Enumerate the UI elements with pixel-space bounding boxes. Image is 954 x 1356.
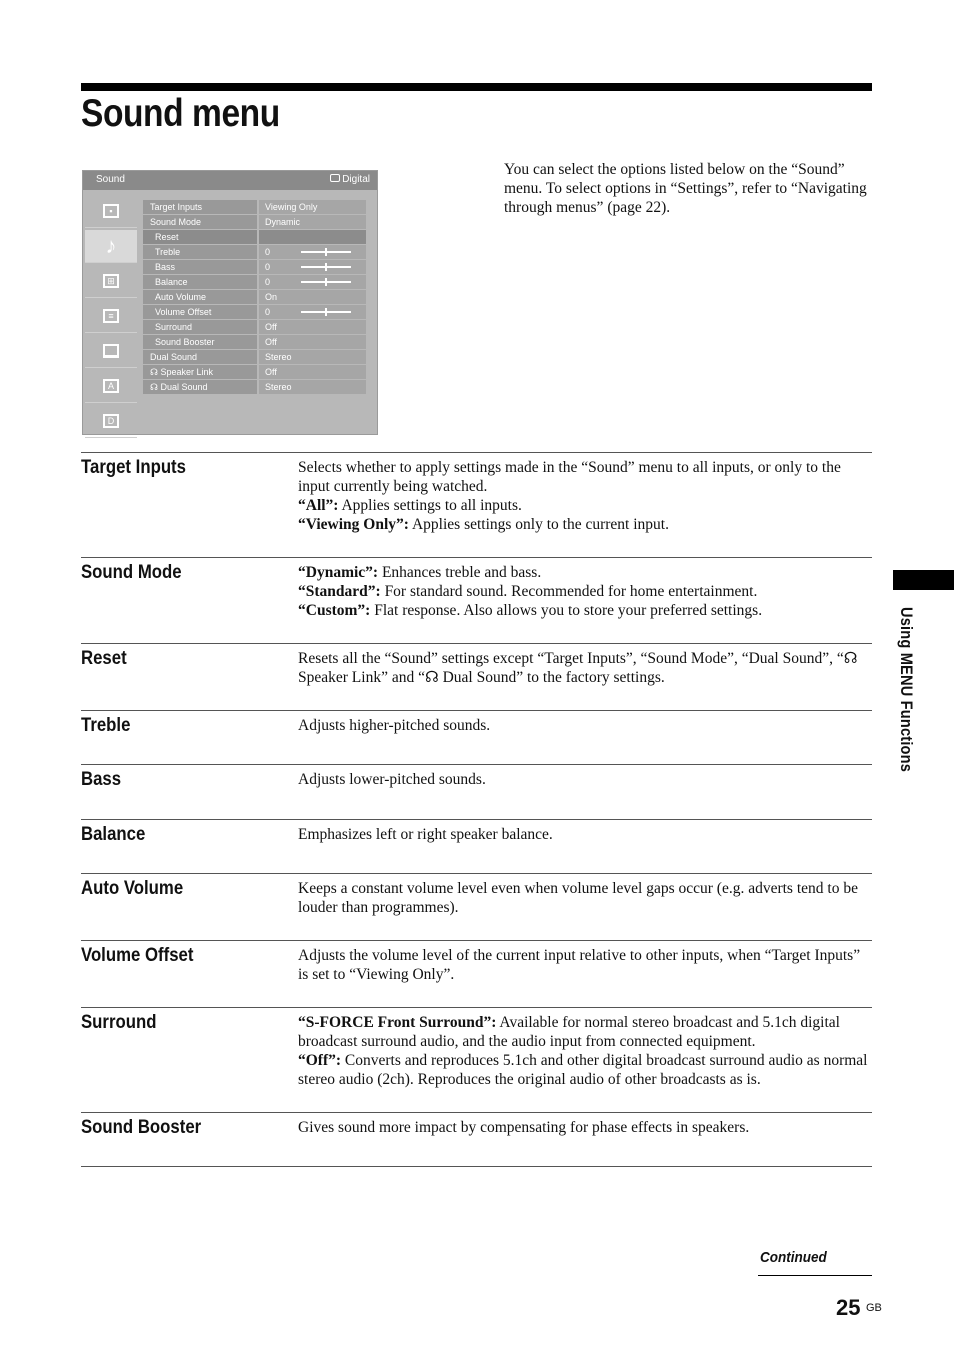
tv-menu-row-label: Bass bbox=[143, 260, 257, 274]
level-slider bbox=[301, 266, 351, 268]
definition-row bbox=[81, 643, 872, 711]
tv-menu-header bbox=[83, 171, 377, 190]
definition-row bbox=[81, 1007, 872, 1113]
definition-row bbox=[81, 764, 872, 820]
tv-menu-row bbox=[143, 305, 366, 319]
tv-menu-row-label: Reset bbox=[143, 230, 257, 244]
definition-term: Bass bbox=[81, 768, 122, 790]
definition-description bbox=[298, 770, 874, 789]
description-line: Adjusts lower-pitched sounds. bbox=[298, 771, 486, 788]
description-line: “S-FORCE Front Surround”: Available for normal stereo broadcast and 5.1ch digital broadcast surround audio, and the audio input from connected equipment. bbox=[298, 1014, 840, 1050]
tv-menu-row-value: On bbox=[259, 290, 366, 304]
definition-description bbox=[298, 649, 874, 687]
definition-description bbox=[298, 716, 874, 735]
tv-menu-row bbox=[143, 365, 366, 379]
definition-description bbox=[298, 458, 874, 534]
tv-menu-row-value: Stereo bbox=[259, 350, 366, 364]
page-number: 25 bbox=[836, 1295, 861, 1320]
tv-menu-row bbox=[143, 320, 366, 334]
tv-menu-row-value: 0 bbox=[259, 305, 366, 319]
tv-menu-row bbox=[143, 380, 366, 394]
tv-menu-row-label: Auto Volume bbox=[143, 290, 257, 304]
table-bottom-rule bbox=[81, 1166, 872, 1167]
tv-menu-row bbox=[143, 215, 366, 229]
definition-row bbox=[81, 1112, 872, 1167]
definition-term: Volume Offset bbox=[81, 944, 194, 966]
description-line: “Dynamic”: Enhances treble and bass. bbox=[298, 564, 542, 581]
definition-row bbox=[81, 819, 872, 874]
tv-menu-row bbox=[143, 260, 366, 274]
definition-row bbox=[81, 710, 872, 765]
tv-menu-row bbox=[143, 275, 366, 289]
tv-menu-row-label: Sound Mode bbox=[143, 215, 257, 229]
definition-term: Balance bbox=[81, 823, 146, 845]
sound-menu-icon: ♪ bbox=[85, 230, 137, 263]
tv-menu-row-value bbox=[259, 230, 366, 244]
tv-menu-row bbox=[143, 245, 366, 259]
screen-menu-icon: ⊞ bbox=[85, 265, 137, 298]
tv-menu-row-value: Dynamic bbox=[259, 215, 366, 229]
description-line: “Viewing Only”: Applies settings only to the current input. bbox=[298, 516, 669, 533]
input-source-icon bbox=[330, 174, 340, 182]
definition-description bbox=[298, 825, 874, 844]
description-line: Gives sound more impact by compensating for phase effects in speakers. bbox=[298, 1119, 750, 1136]
level-slider bbox=[301, 281, 351, 283]
pc-menu-icon bbox=[85, 335, 137, 368]
continued-label: Continued bbox=[760, 1249, 827, 1266]
tv-menu-list bbox=[143, 200, 366, 395]
description-line: Keeps a constant volume level even when volume level gaps occur (e.g. adverts tend to be louder than programmes). bbox=[298, 880, 858, 916]
tv-menu-row-value: Off bbox=[259, 335, 366, 349]
tv-menu-row-label: Dual Sound bbox=[143, 350, 257, 364]
definition-description bbox=[298, 879, 874, 917]
tv-menu-row bbox=[143, 290, 366, 304]
tv-menu-row-value: Viewing Only bbox=[259, 200, 366, 214]
definition-term: Target Inputs bbox=[81, 456, 186, 478]
setup-menu-icon: ≡ bbox=[85, 300, 137, 333]
definition-row bbox=[81, 873, 872, 941]
description-line: “Off”: Converts and reproduces 5.1ch and other digital broadcast surround audio as normal stereo audio (2ch). Reproduces the original audio of other broadcasts as is. bbox=[298, 1052, 868, 1088]
tv-menu-row bbox=[143, 350, 366, 364]
definition-term: Sound Mode bbox=[81, 561, 182, 583]
definition-term: Sound Booster bbox=[81, 1116, 202, 1138]
tv-menu-row-label: Sound Booster bbox=[143, 335, 257, 349]
intro-text: You can select the options listed below on the “Sound” menu. To select options in “Settings”, refer to “Navigating through menus” (page 22). bbox=[504, 161, 867, 216]
analogue-setup-icon: A bbox=[85, 370, 137, 403]
tv-menu-source: Digital bbox=[330, 174, 370, 185]
continued-rule bbox=[758, 1275, 872, 1276]
definition-term: Reset bbox=[81, 647, 127, 669]
level-slider bbox=[301, 311, 351, 313]
tv-menu-icons bbox=[85, 195, 137, 440]
description-line: Emphasizes left or right speaker balance. bbox=[298, 826, 553, 843]
definition-term: Surround bbox=[81, 1011, 157, 1033]
tv-menu-screenshot bbox=[82, 170, 378, 435]
tv-menu-row-value: Off bbox=[259, 320, 366, 334]
level-slider bbox=[301, 251, 351, 253]
tv-menu-row bbox=[143, 200, 366, 214]
definition-row bbox=[81, 557, 872, 644]
definition-description bbox=[298, 946, 874, 984]
tv-menu-row-value: 0 bbox=[259, 245, 366, 259]
tv-menu-title: Sound bbox=[96, 174, 125, 185]
page-region: GB bbox=[866, 1302, 882, 1314]
title-rule bbox=[81, 83, 872, 91]
tv-menu-row-label: Target Inputs bbox=[143, 200, 257, 214]
description-line: “Standard”: For standard sound. Recommended for home entertainment. bbox=[298, 583, 758, 600]
tv-menu-row-label: Surround bbox=[143, 320, 257, 334]
description-line: Adjusts the volume level of the current input relative to other inputs, when “Target Inputs” is set to “Viewing Only”. bbox=[298, 947, 861, 983]
tv-menu-row-label: ☊ Dual Sound bbox=[143, 380, 257, 394]
tv-menu-row bbox=[143, 335, 366, 349]
description-line: Resets all the “Sound” settings except “Target Inputs”, “Sound Mode”, “Dual Sound”, “☊ Speaker Link” and “☊ Dual Sound” to the factory settings. bbox=[298, 650, 858, 686]
description-line: Selects whether to apply settings made in the “Sound” menu to all inputs, or only to the input currently being watched. bbox=[298, 459, 841, 495]
digital-setup-icon: D bbox=[85, 405, 137, 438]
description-line: “Custom”: Flat response. Also allows you to store your preferred settings. bbox=[298, 602, 763, 619]
page-title: Sound menu bbox=[81, 92, 280, 135]
definition-description bbox=[298, 563, 874, 620]
tv-menu-row-value: 0 bbox=[259, 260, 366, 274]
definition-term: Treble bbox=[81, 714, 131, 736]
definition-row bbox=[81, 940, 872, 1008]
picture-menu-icon: ▪ bbox=[85, 195, 137, 228]
tv-menu-row-label: ☊ Speaker Link bbox=[143, 365, 257, 379]
description-line: Adjusts higher-pitched sounds. bbox=[298, 717, 491, 734]
tv-menu-row-label: Volume Offset bbox=[143, 305, 257, 319]
tv-menu-row-value: Stereo bbox=[259, 380, 366, 394]
definition-description bbox=[298, 1118, 874, 1137]
tv-menu-row bbox=[143, 230, 366, 244]
side-section-label: Using MENU Functions bbox=[897, 607, 916, 773]
side-tab-marker bbox=[893, 570, 954, 590]
definition-term: Auto Volume bbox=[81, 877, 184, 899]
tv-menu-row-value: 0 bbox=[259, 275, 366, 289]
tv-menu-row-label: Treble bbox=[143, 245, 257, 259]
tv-menu-row-label: Balance bbox=[143, 275, 257, 289]
definition-description bbox=[298, 1013, 874, 1089]
definition-row bbox=[81, 452, 872, 558]
description-line: “All”: Applies settings to all inputs. bbox=[298, 497, 522, 514]
tv-menu-row-value: Off bbox=[259, 365, 366, 379]
